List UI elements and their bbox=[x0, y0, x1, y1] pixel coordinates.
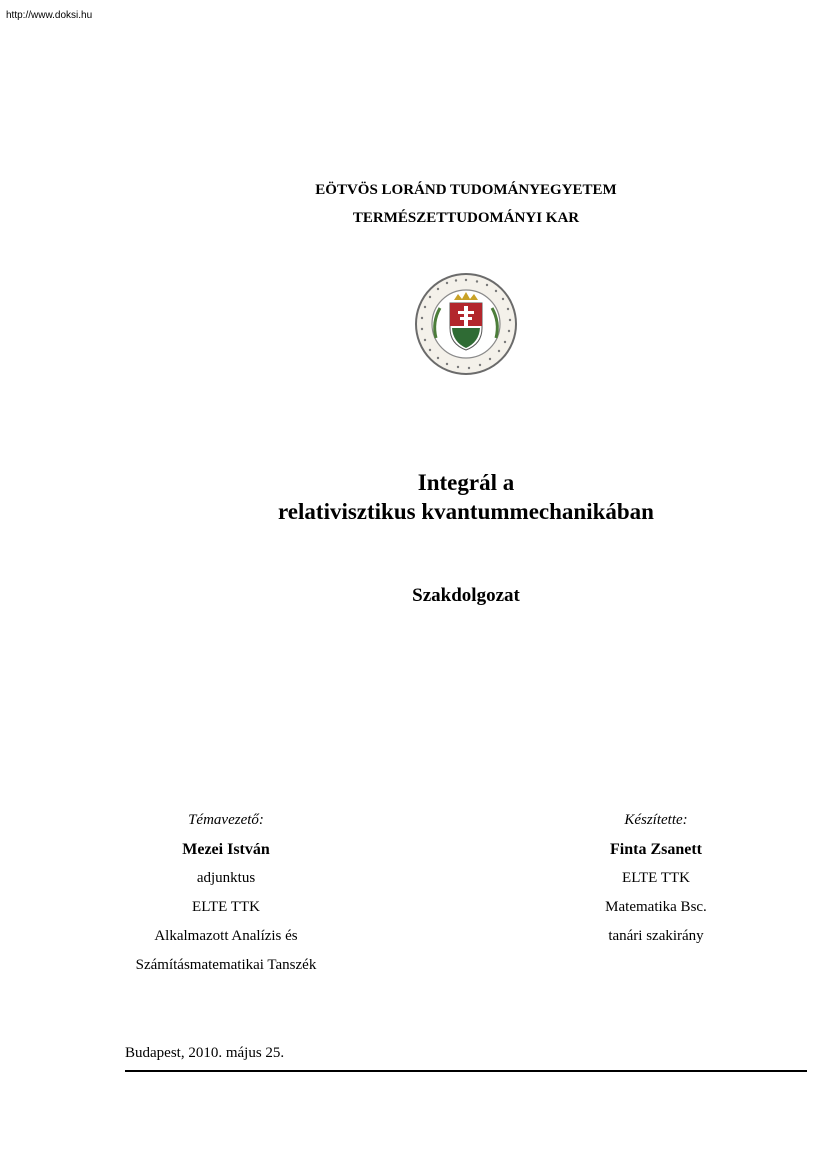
thesis-title bbox=[255, 468, 677, 526]
supervisor-name: Mezei István bbox=[182, 841, 270, 858]
supervisor-department-line-1: Alkalmazott Analízis és bbox=[154, 928, 298, 944]
supervisor-department-line-2: Számításmatematikai Tanszék bbox=[135, 957, 317, 973]
author-institution: ELTE TTK bbox=[622, 870, 690, 886]
document-type: Szakdolgozat bbox=[412, 585, 520, 606]
supervisor-role-label: Témavezető: bbox=[188, 812, 264, 828]
university-header bbox=[255, 176, 677, 232]
supervisor-block bbox=[110, 806, 342, 980]
university-seal-icon bbox=[414, 272, 518, 376]
thesis-title-line-2: relativisztikus kvantummechanikában bbox=[278, 499, 654, 524]
thesis-title-line-1: Integrál a bbox=[417, 470, 515, 495]
author-program: Matematika Bsc. bbox=[605, 899, 707, 915]
university-name: EÖTVÖS LORÁND TUDOMÁNYEGYETEM bbox=[315, 182, 617, 198]
author-role-label: Készítette: bbox=[624, 812, 688, 828]
author-track: tanári szakirány bbox=[608, 928, 704, 944]
supervisor-institution: ELTE TTK bbox=[192, 899, 260, 915]
bottom-rule bbox=[125, 1070, 807, 1072]
faculty-name: TERMÉSZETTUDOMÁNYI KAR bbox=[352, 210, 580, 226]
supervisor-position: adjunktus bbox=[196, 870, 256, 886]
place-date-line: Budapest, 2010. május 25. bbox=[125, 1045, 285, 1061]
author-name: Finta Zsanett bbox=[610, 841, 702, 858]
source-url: http://www.doksi.hu bbox=[6, 10, 93, 21]
author-block bbox=[556, 806, 756, 951]
